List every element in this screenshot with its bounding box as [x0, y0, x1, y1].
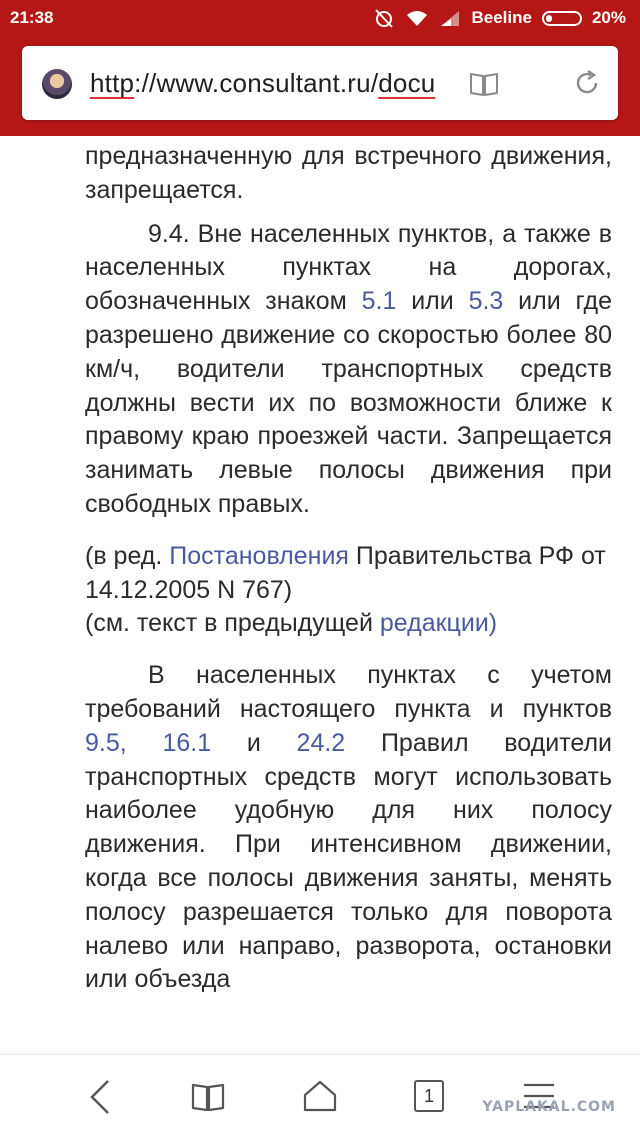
- home-icon[interactable]: [302, 1079, 338, 1118]
- status-time: 21:38: [10, 8, 54, 27]
- link-24-2[interactable]: 24.2: [296, 728, 346, 757]
- battery-icon: [542, 11, 582, 26]
- link-sign-5-3[interactable]: 5.3: [468, 287, 504, 316]
- reload-icon[interactable]: [572, 68, 602, 103]
- status-icons: [373, 8, 626, 28]
- paragraph-tail: предназначенную для встречного движения, запрещается.: [85, 142, 612, 204]
- reader-mode-icon[interactable]: [468, 70, 500, 103]
- page-content: [85, 140, 612, 1054]
- tabs-button[interactable]: 1: [414, 1080, 444, 1112]
- link-sign-5-1[interactable]: 5.1: [361, 287, 397, 316]
- paragraph-urban-lanes: В населенных пунктах с учетом требований настоящего пункта и пунктов 9.5, 16.1 и 24.2 Правил водители транспортных средств могут использовать наиболее удобную для них полосу движения. При интенсивном движении, когда все полосы движения заняты, менять полосу разрешается только для поворота налево или направо, разворота, остановки или объезда: [85, 661, 612, 994]
- status-bar: [0, 0, 640, 36]
- url-host: ://www.consultant.ru/: [134, 68, 379, 98]
- watermark: YAPLAKAL.COM: [482, 1099, 616, 1115]
- link-previous-edition[interactable]: редакции): [379, 609, 498, 638]
- battery-percent: 20%: [591, 8, 626, 27]
- url-scheme: http: [90, 68, 135, 98]
- alarm-off-icon: [373, 8, 395, 28]
- link-postanovlenie[interactable]: Постановления: [169, 541, 349, 570]
- url-text[interactable]: [90, 68, 452, 99]
- link-9-5[interactable]: 9.5,: [85, 728, 127, 757]
- wifi-icon: [405, 9, 429, 27]
- link-16-1[interactable]: 16.1: [162, 728, 212, 757]
- browser-bottom-bar: [0, 1054, 640, 1139]
- carrier-name: Beeline: [471, 8, 532, 27]
- browser-toolbar: [0, 36, 640, 136]
- previous-edition-note: (см. текст в предыдущей редакции): [85, 609, 498, 638]
- url-path: docu: [378, 68, 436, 98]
- back-icon[interactable]: [86, 1077, 114, 1122]
- bookmarks-icon[interactable]: [190, 1081, 226, 1118]
- site-favicon: [42, 69, 72, 99]
- paragraph-9-4: 9.4. Вне населенных пунктов, а также в населенных пунктах на дорогах, обозначенных знаком 5.1 или 5.3 или где разрешено движение со скоростью более 80 км/ч, водители транспортных средств должны вести их по возможности ближе к правому краю проезжей части. Запрещается занимать левые полосы движения при свободных правых.: [85, 219, 612, 518]
- edit-note: (в ред. Постановления Правительства РФ от 14.12.2005 N 767): [85, 541, 606, 604]
- signal-icon: [439, 10, 461, 26]
- address-bar[interactable]: [22, 46, 618, 120]
- battery-level: [546, 15, 552, 22]
